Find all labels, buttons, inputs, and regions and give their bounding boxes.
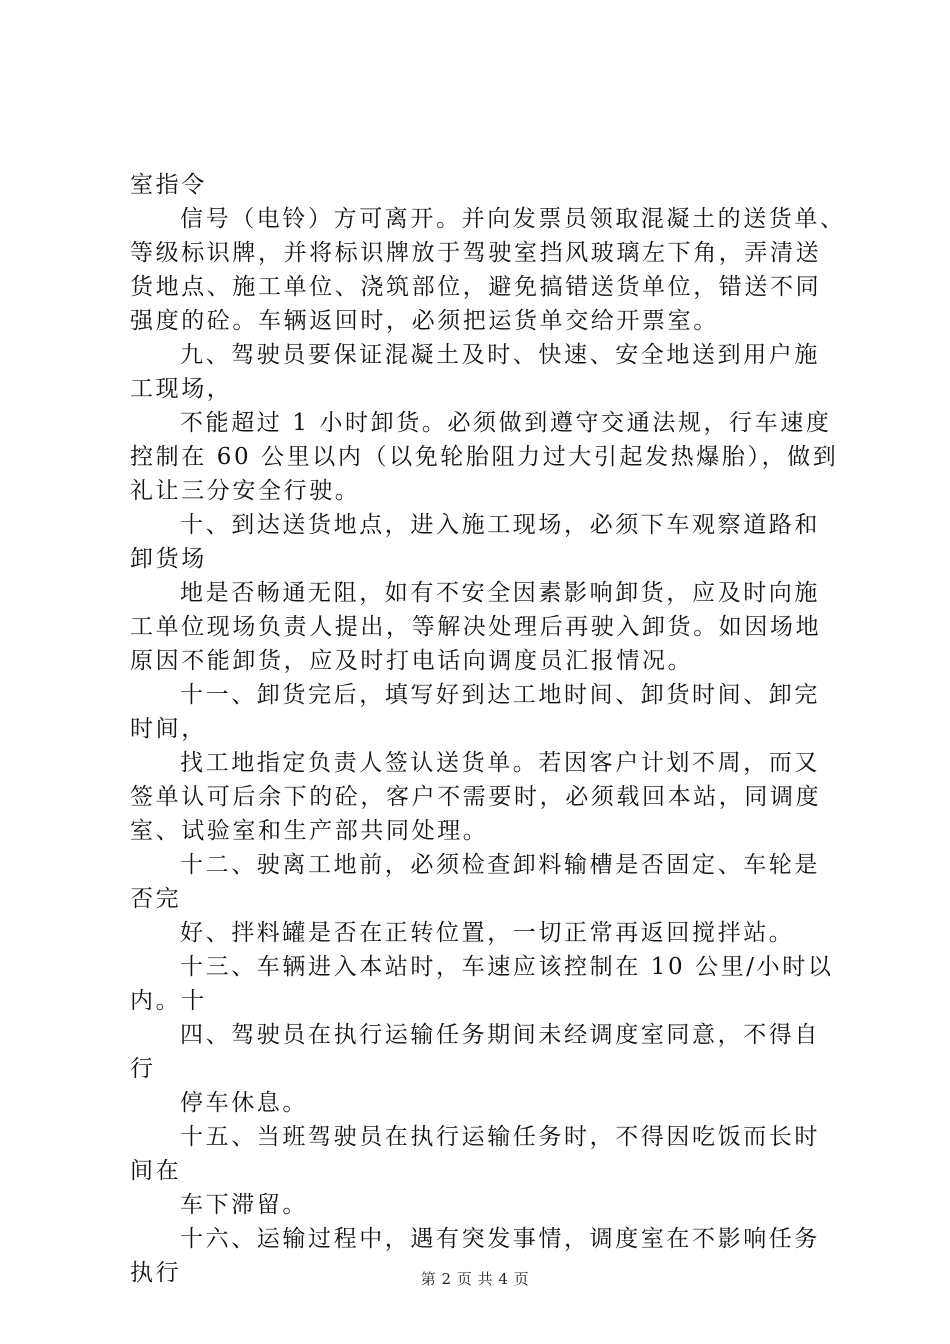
text-line: 原因不能卸货，应及时打电话向调度员汇报情况。 bbox=[130, 648, 694, 674]
text-line: 十一、卸货完后，填写好到达工地时间、卸货时间、卸完 bbox=[180, 682, 820, 708]
text-line: 不能超过 1 小时卸货。必须做到遵守交通法规，行车速度 bbox=[180, 410, 832, 436]
text-line: 九、驾驶员要保证混凝土及时、快速、安全地送到用户施 bbox=[180, 342, 820, 368]
text-line: 停车休息。 bbox=[180, 1090, 308, 1116]
text-line: 强度的砼。车辆返回时，必须把运货单交给开票室。 bbox=[130, 308, 719, 334]
text-line: 否完 bbox=[130, 886, 182, 912]
text-line: 等级标识牌，并将标识牌放于驾驶室挡风玻璃左下角，弄清送 bbox=[130, 240, 822, 266]
text-line: 控制在 60 公里以内（以免轮胎阻力过大引起发热爆胎），做到 bbox=[130, 444, 839, 470]
text-line: 十五、当班驾驶员在执行运输任务时，不得因吃饭而长时 bbox=[180, 1124, 820, 1150]
text-line: 室、试验室和生产部共同处理。 bbox=[130, 818, 489, 844]
text-line: 工现场， bbox=[130, 376, 233, 402]
document-body bbox=[130, 168, 846, 1290]
text-line: 工单位现场负责人提出，等解决处理后再驶入卸货。如因场地 bbox=[130, 614, 822, 640]
text-line: 地是否畅通无阻，如有不安全因素影响卸货，应及时向施 bbox=[180, 580, 820, 606]
text-line: 十二、驶离工地前，必须检查卸料输槽是否固定、车轮是 bbox=[180, 852, 820, 878]
text-line: 十、到达送货地点，进入施工现场，必须下车观察道路和 bbox=[180, 512, 820, 538]
text-line: 十三、车辆进入本站时，车速应该控制在 10 公里/小时以 bbox=[180, 954, 834, 980]
text-line: 行 bbox=[130, 1056, 156, 1082]
text-line: 内。十 bbox=[130, 988, 207, 1014]
page-number-footer: 第 2 页 共 4 页 bbox=[420, 1270, 530, 1288]
text-line: 车下滞留。 bbox=[180, 1192, 308, 1218]
text-line: 间在 bbox=[130, 1158, 182, 1184]
text-line: 签单认可后余下的砼，客户不需要时，必须载回本站，同调度 bbox=[130, 784, 822, 810]
text-line: 找工地指定负责人签认送货单。若因客户计划不周，而又 bbox=[180, 750, 820, 776]
text-line: 时间， bbox=[130, 716, 207, 742]
text-line: 货地点、施工单位、浇筑部位，避免搞错送货单位，错送不同 bbox=[130, 274, 822, 300]
text-line: 十六、运输过程中，遇有突发事情，调度室在不影响任务 bbox=[180, 1226, 820, 1252]
text-line: 执行 bbox=[130, 1260, 182, 1286]
text-line: 信号（电铃）方可离开。并向发票员领取混凝土的送货单、 bbox=[180, 206, 846, 232]
text-line: 好、拌料罐是否在正转位置，一切正常再返回搅拌站。 bbox=[180, 920, 795, 946]
text-line: 礼让三分安全行驶。 bbox=[130, 478, 361, 504]
text-line: 室指令 bbox=[130, 172, 207, 198]
text-line: 四、驾驶员在执行运输任务期间未经调度室同意，不得自 bbox=[180, 1022, 820, 1048]
text-line: 卸货场 bbox=[130, 546, 207, 572]
